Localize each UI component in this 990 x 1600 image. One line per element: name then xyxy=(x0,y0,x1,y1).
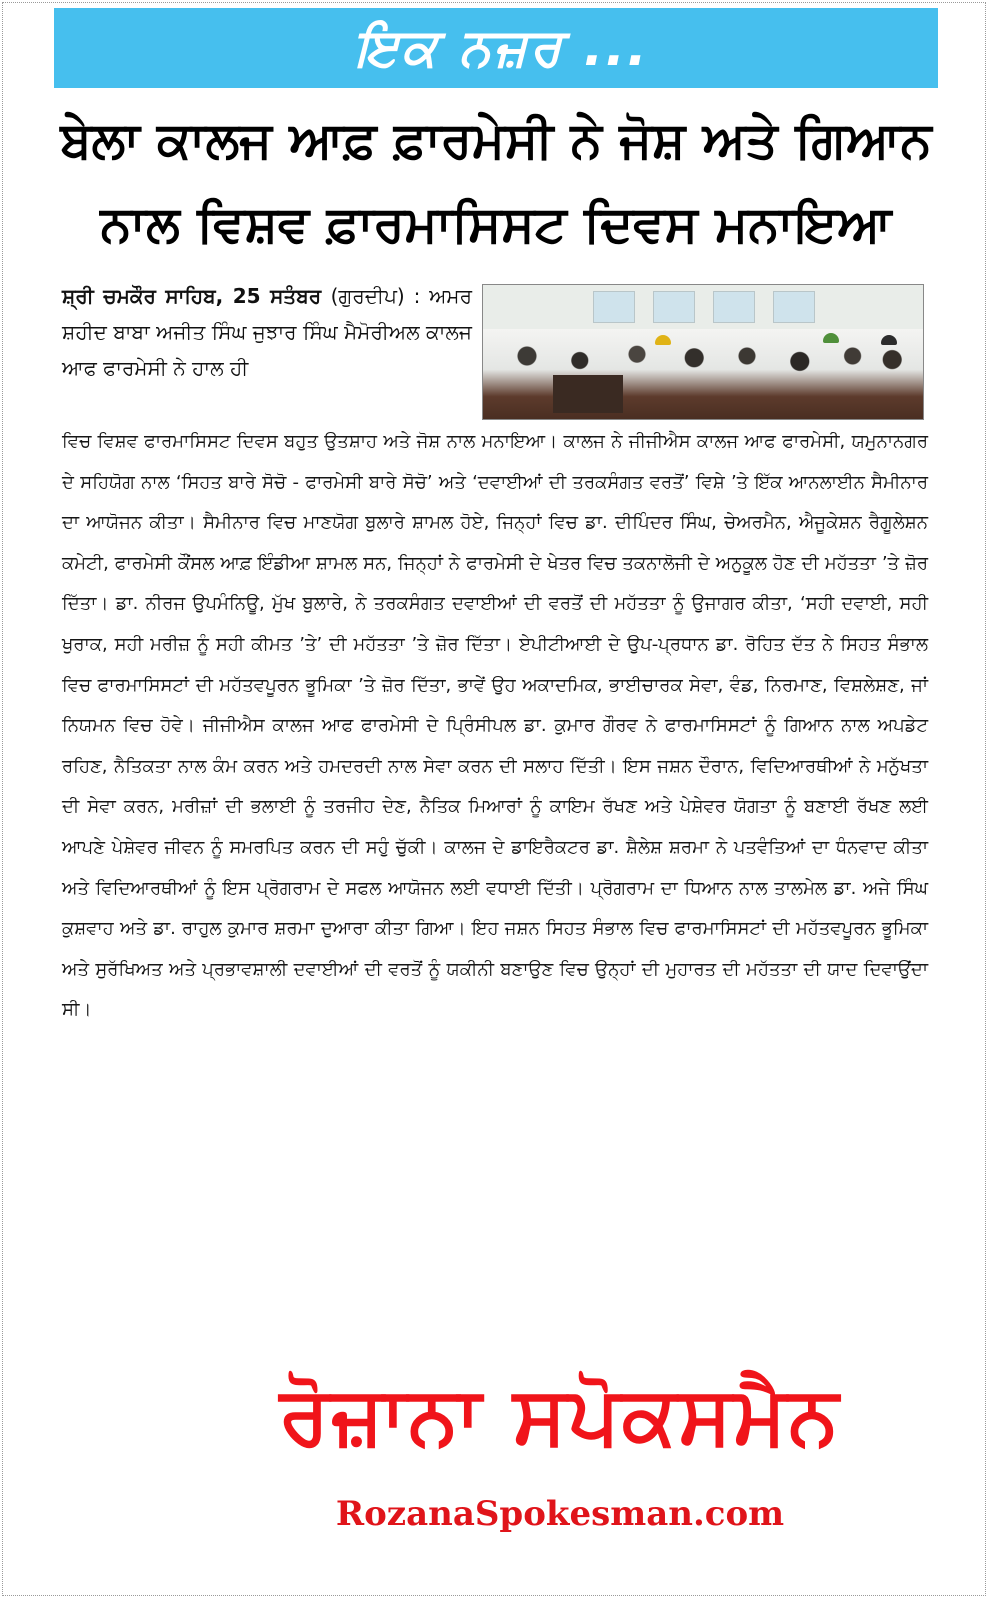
section-banner xyxy=(54,8,938,88)
section-title: ਇਕ ਨਜ਼ਰ ... xyxy=(354,18,649,78)
photo-wall xyxy=(483,285,923,333)
article-headline xyxy=(54,98,938,266)
headline-line-1: ਬੇਲਾ ਕਾਲਜ ਆਫ਼ ਫ਼ਾਰਮੇਸੀ ਨੇ ਜੋਸ਼ ਅਤੇ ਗਿਆਨ xyxy=(60,111,932,169)
newspaper-url[interactable]: RozanaSpokesman.com xyxy=(335,1494,785,1534)
photo-crowd xyxy=(483,329,923,419)
article-body: ਵਿਚ ਵਿਸ਼ਵ ਫਾਰਮਾਸਿਸਟ ਦਿਵਸ ਬਹੁਤ ਉਤਸ਼ਾਹ ਅਤੇ ਜੋਸ਼ ਨਾਲ ਮਨਾਇਆ। ਕਾਲਜ ਨੇ ਜੀਜੀਐਸ ਕਾਲਜ ਆਫ ਫਾਰਮੇਸੀ, ਯਮੁਨਾਨਗਰ ਦੇ ਸਹਿਯੋਗ ਨਾਲ ‘ਸਿਹਤ ਬਾਰੇ ਸੋਚੋ - ਫਾਰਮੇਸੀ ਬਾਰੇ ਸੋਚੋ’ ਅਤੇ ‘ਦਵਾਈਆਂ ਦੀ ਤਰਕਸੰਗਤ ਵਰਤੋਂ’ ਵਿਸ਼ੇ ’ਤੇ ਇੱਕ ਆਨਲਾਈਨ ਸੈਮੀਨਾਰ ਦਾ ਆਯੋਜਨ ਕੀਤਾ। ਸੈਮੀਨਾਰ ਵਿਚ ਮਾਣਯੋਗ ਬੁਲਾਰੇ ਸ਼ਾਮਲ ਹੋਏ, ਜਿਨ੍ਹਾਂ ਵਿਚ ਡਾ. ਦੀਪਿੰਦਰ ਸਿੰਘ, ਚੇਅਰਮੈਨ, ਐਜੂਕੇਸ਼ਨ ਰੈਗੂਲੇਸ਼ਨ ਕਮੇਟੀ, ਫਾਰਮੇਸੀ ਕੌਂਸਲ ਆਫ਼ ਇੰਡੀਆ ਸ਼ਾਮਲ ਸਨ, ਜਿਨ੍ਹਾਂ ਨੇ ਫਾਰਮੇਸੀ ਦੇ ਖੇਤਰ ਵਿਚ ਤਕਨਾਲੋਜੀ ਦੇ ਅਨੁਕੂਲ ਹੋਣ ਦੀ ਮਹੱਤਤਾ ’ਤੇ ਜ਼ੋਰ ਦਿੱਤਾ। ਡਾ. ਨੀਰਜ ਉਪਮੰਨਿਊ, ਮੁੱਖ ਬੁਲਾਰੇ, ਨੇ ਤਰਕਸੰਗਤ ਦਵਾਈਆਂ ਦੀ ਵਰਤੋਂ ਦੀ ਮਹੱਤਤਾ ਨੂੰ ਉਜਾਗਰ ਕੀਤਾ, ‘ਸਹੀ ਦਵਾਈ, ਸਹੀ ਖੁਰਾਕ, ਸਹੀ ਮਰੀਜ਼ ਨੂੰ ਸਹੀ ਕੀਮਤ ’ਤੇ’ ਦੀ ਮਹੱਤਤਾ ’ਤੇ ਜ਼ੋਰ ਦਿੱਤਾ। ਏਪੀਟੀਆਈ ਦੇ ਉਪ-ਪ੍ਰਧਾਨ ਡਾ. ਰੋਹਿਤ ਦੱਤ ਨੇ ਸਿਹਤ ਸੰਭਾਲ ਵਿਚ ਫਾਰਮਾਸਿਸਟਾਂ ਦੀ ਮਹੱਤਵਪੂਰਨ ਭੂਮਿਕਾ ’ਤੇ ਜ਼ੋਰ ਦਿੱਤਾ, ਭਾਵੇਂ ਉਹ ਅਕਾਦਮਿਕ, ਭਾਈਚਾਰਕ ਸੇਵਾ, ਵੰਡ, ਨਿਰਮਾਣ, ਵਿਸ਼ਲੇਸ਼ਣ, ਜਾਂ ਨਿਯਮਨ ਵਿਚ ਹੋਵੇ। ਜੀਜੀਐਸ ਕਾਲਜ ਆਫ ਫਾਰਮੇਸੀ ਦੇ ਪ੍ਰਿੰਸੀਪਲ ਡਾ. ਕੁਮਾਰ ਗੌਰਵ ਨੇ ਫਾਰਮਾਸਿਸਟਾਂ ਨੂੰ ਗਿਆਨ ਨਾਲ ਅਪਡੇਟ ਰਹਿਣ, ਨੈਤਿਕਤਾ ਨਾਲ ਕੰਮ ਕਰਨ ਅਤੇ ਹਮਦਰਦੀ ਨਾਲ ਸੇਵਾ ਕਰਨ ਦੀ ਸਲਾਹ ਦਿੱਤੀ। ਇਸ ਜਸ਼ਨ ਦੌਰਾਨ, ਵਿਦਿਆਰਥੀਆਂ ਨੇ ਮਨੁੱਖਤਾ ਦੀ ਸੇਵਾ ਕਰਨ, ਮਰੀਜ਼ਾਂ ਦੀ ਭਲਾਈ ਨੂੰ ਤਰਜੀਹ ਦੇਣ, ਨੈਤਿਕ ਮਿਆਰਾਂ ਨੂੰ ਕਾਇਮ ਰੱਖਣ ਅਤੇ ਪੇਸ਼ੇਵਰ ਯੋਗਤਾ ਨੂੰ ਬਣਾਈ ਰੱਖਣ ਲਈ ਆਪਣੇ ਪੇਸ਼ੇਵਰ ਜੀਵਨ ਨੂੰ ਸਮਰਪਿਤ ਕਰਨ ਦੀ ਸਹੁੰ ਚੁੱਕੀ। ਕਾਲਜ ਦੇ ਡਾਇਰੈਕਟਰ ਡਾ. ਸ਼ੈਲੇਸ਼ ਸ਼ਰਮਾ ਨੇ ਪਤਵੰਤਿਆਂ ਦਾ ਧੰਨਵਾਦ ਕੀਤਾ ਅਤੇ ਵਿਦਿਆਰਥੀਆਂ ਨੂੰ ਇਸ ਪ੍ਰੋਗਰਾਮ ਦੇ ਸਫਲ ਆਯੋਜਨ ਲਈ ਵਧਾਈ ਦਿੱਤੀ। ਪ੍ਰੋਗਰਾਮ ਦਾ ਧਿਆਨ ਨਾਲ ਤਾਲਮੇਲ ਡਾ. ਅਜੇ ਸਿੰਘ ਕੁਸ਼ਵਾਹ ਅਤੇ ਡਾ. ਰਾਹੁਲ ਕੁਮਾਰ ਸ਼ਰਮਾ ਦੁਆਰਾ ਕੀਤਾ ਗਿਆ। ਇਹ ਜਸ਼ਨ ਸਿਹਤ ਸੰਭਾਲ ਵਿਚ ਫਾਰਮਾਸਿਸਟਾਂ ਦੀ ਮਹੱਤਵਪੂਰਨ ਭੂਮਿਕਾ ਅਤੇ ਸੁਰੱਖਿਅਤ ਅਤੇ ਪ੍ਰਭਾਵਸ਼ਾਲੀ ਦਵਾਈਆਂ ਦੀ ਵਰਤੋਂ ਨੂੰ ਯਕੀਨੀ ਬਣਾਉਣ ਵਿਚ ਉਨ੍ਹਾਂ ਦੀ ਮੁਹਾਰਤ ਦੀ ਮਹੱਤਤਾ ਦੀ ਯਾਦ ਦਿਵਾਉਂਦਾ ਸੀ। xyxy=(62,431,928,1021)
photo-window xyxy=(653,291,695,323)
newspaper-masthead: ਰੋਜ਼ਾਨਾ ਸਪੋਕਸਮੈਨ xyxy=(279,1369,841,1462)
photo-window xyxy=(773,291,815,323)
event-photo xyxy=(482,284,924,420)
photo-figure xyxy=(881,335,897,345)
photo-figure xyxy=(655,335,671,345)
photo-podium xyxy=(553,375,623,413)
article-lead: (ਗੁਰਦੀਪ) : ਅਮਰ ਸ਼ਹੀਦ ਬਾਬਾ ਅਜੀਤ ਸਿੰਘ ਜੁਝਾਰ ਸਿੰਘ ਮੈਮੋਰੀਅਲ ਕਾਲਜ ਆਫ ਫਾਰਮੇਸੀ ਨੇ ਹਾਲ ਹੀ xyxy=(62,284,472,380)
photo-window xyxy=(593,291,635,323)
photo-window xyxy=(713,291,755,323)
article-dateline: ਸ਼੍ਰੀ ਚਮਕੌਰ ਸਾਹਿਬ, 25 ਸਤੰਬਰ xyxy=(62,284,322,308)
article-dateline-block xyxy=(62,278,472,386)
headline-line-2: ਨਾਲ ਵਿਸ਼ਵ ਫ਼ਾਰਮਾਸਿਸਟ ਦਿਵਸ ਮਨਾਇਆ xyxy=(100,195,892,253)
photo-figure xyxy=(823,333,839,343)
